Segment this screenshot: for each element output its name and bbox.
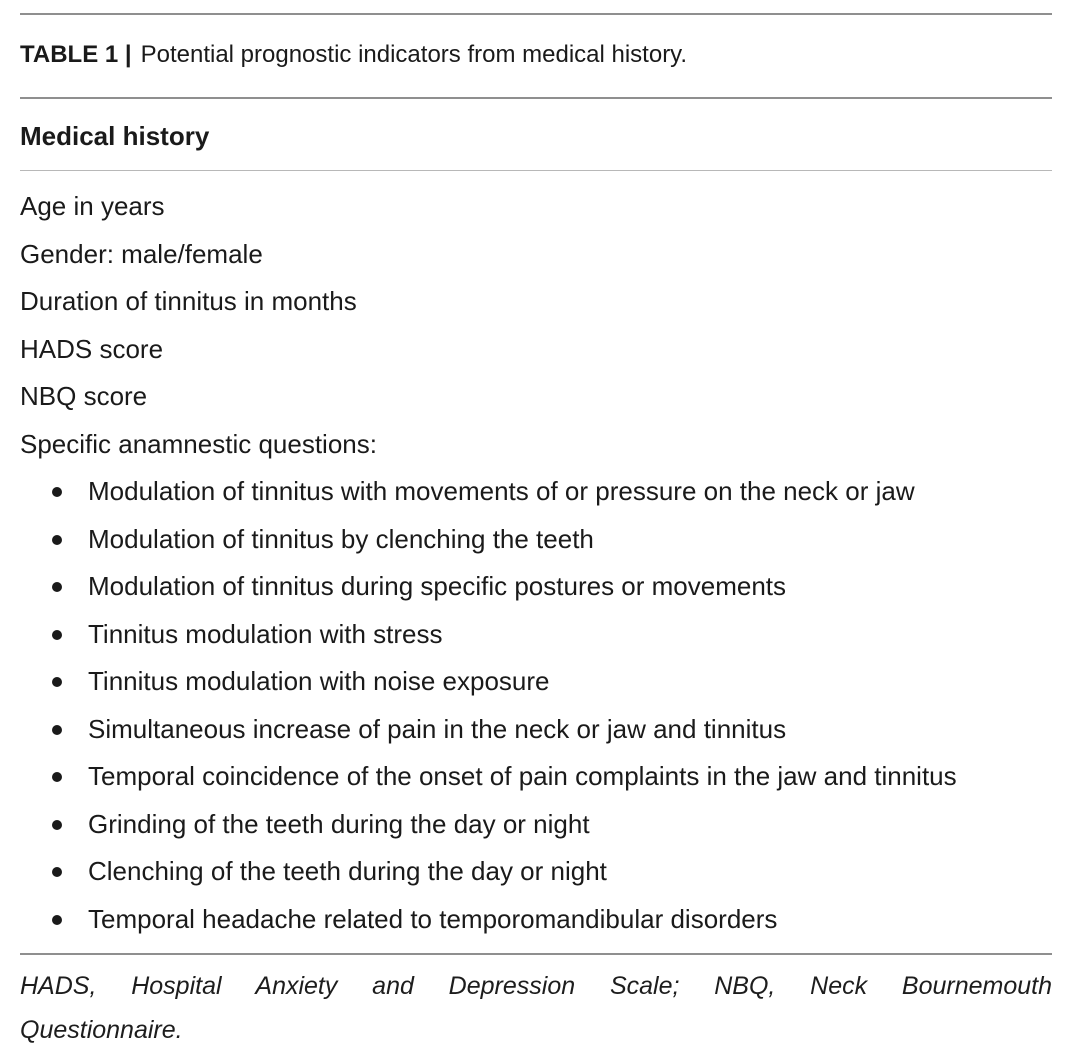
history-item: Age in years [20,191,165,221]
bullet-text: Simultaneous increase of pain in the neck or jaw and tinnitus [88,713,787,744]
bullet-text: Modulation of tinnitus during specific postures or movements [88,571,787,601]
footnote-line: HADS, Hospital Anxiety and Depression Scale; NBQ, Neck Bournemouth [20,972,1052,1000]
bullet-icon [52,630,62,640]
bullet-item [20,801,1052,849]
table-label: TABLE 1 | [20,41,132,68]
bullet-icon [52,487,62,497]
bullet-icon [52,915,62,925]
table-figure [0,13,1082,1046]
bullet-item [20,706,1052,754]
footnote [20,964,1052,1046]
bullet-icon [52,867,62,877]
bullet-item [20,516,1052,564]
history-item: Specific anamnestic questions: [20,428,377,459]
history-item: HADS score [20,333,164,364]
bullet-text: Modulation of tinnitus with movements of or pressure on the neck or jaw [88,476,915,506]
bullet-text: Grinding of the teeth during the day or night [88,808,590,839]
bullet-text: Temporal headache related to temporomandibular disorders [88,903,778,934]
bullet-icon [52,725,62,735]
history-item: NBQ score [20,381,148,411]
footnote-line: Questionnaire. [20,1016,183,1044]
bullet-icon [52,820,62,830]
header-rule [20,97,1052,99]
bullet-icon [52,772,62,782]
bullet-text: Clenching of the teeth during the day or night [88,856,607,886]
bullet-text: Temporal coincidence of the onset of pain complaints in the jaw and tinnitus [88,761,957,791]
bullet-icon [52,677,62,687]
column-header-medical-history: Medical history [20,121,210,151]
subheader-rule [20,170,1052,171]
bullet-item [20,848,1052,896]
bullet-icon [52,582,62,592]
bullet-item [20,896,1052,944]
history-item: Duration of tinnitus in months [20,286,357,316]
history-list [20,183,1052,943]
bullet-text: Tinnitus modulation with noise exposure [88,666,550,696]
history-item: Gender: male/female [20,238,263,269]
top-rule [20,13,1052,15]
table-caption: Potential prognostic indicators from medical history. [140,41,688,68]
bullet-item [20,468,1052,516]
table-title [20,40,1052,70]
bullet-item [20,611,1052,659]
bullet-item [20,658,1052,706]
footnote-rule [20,953,1052,955]
bullet-text: Tinnitus modulation with stress [88,618,443,649]
bullet-icon [52,535,62,545]
bullet-text: Modulation of tinnitus by clenching the teeth [88,523,594,554]
bullet-item [20,563,1052,611]
bullet-item [20,753,1052,801]
